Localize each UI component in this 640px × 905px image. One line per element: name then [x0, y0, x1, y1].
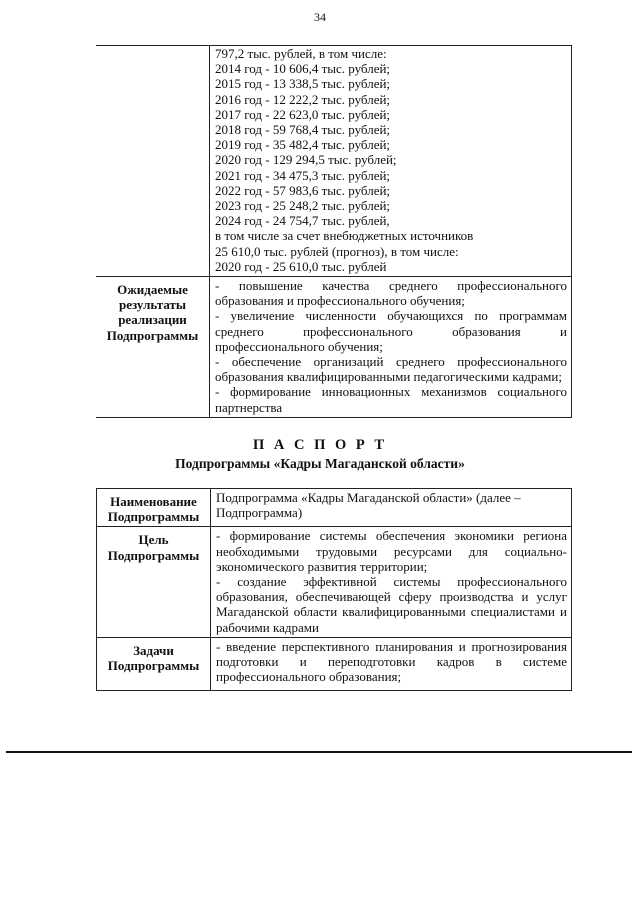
financing-line: 2019 год - 35 482,4 тыс. рублей; [215, 137, 391, 153]
financing-line: 2016 год - 12 222,2 тыс. рублей; [215, 91, 391, 107]
financing-line: 2020 год - 25 610,0 тыс. рублей [215, 258, 387, 274]
subprogram-continuation-table [96, 45, 572, 418]
expected-results-value [210, 277, 572, 418]
financing-line: в том числе за счет внебюджетных источников [215, 228, 474, 244]
financing-label-cell [96, 46, 210, 277]
expected-results-label: Ожидаемые результаты реализации Подпрограммы [96, 277, 210, 418]
passport-value-goal [211, 527, 572, 637]
financing-line: 2021 год - 34 475,3 тыс. рублей; [215, 167, 391, 183]
passport-subtitle: Подпрограммы «Кадры Магаданской области» [175, 456, 465, 471]
passport-label-goal: Цель Подпрограммы [97, 527, 211, 637]
financing-line: 2018 год - 59 768,4 тыс. рублей; [215, 122, 391, 138]
financing-line: 2022 год - 57 983,6 тыс. рублей; [215, 182, 391, 198]
financing-row [96, 46, 572, 277]
financing-line: 797,2 тыс. рублей, в том числе: [215, 46, 387, 61]
passport-row-tasks [97, 637, 572, 691]
financing-line: 2015 год - 13 338,5 тыс. рублей; [215, 76, 391, 92]
passport-item: Подпрограмма «Кадры Магаданской области» (далее – Подпрограмма) [216, 490, 521, 521]
financing-line: 2023 год - 25 248,2 тыс. рублей; [215, 198, 391, 214]
result-item: - обеспечение организаций среднего профессионального образования квалифицированными педагогическими кадрами; [215, 354, 567, 385]
financing-line: 2014 год - 10 606,4 тыс. рублей; [215, 61, 391, 77]
result-item: - формирование инновационных механизмов социального партнерства [215, 384, 567, 415]
passport-title: П А С П О Р Т [252, 437, 388, 453]
passport-label-tasks: Задачи Подпрограммы [97, 637, 211, 691]
passport-row-goal [97, 527, 572, 637]
passport-row-name [97, 489, 572, 527]
passport-item: - введение перспективного планирования и прогнозирования подготовки и переподготовки кадров в системе профессионального образования; [216, 638, 567, 685]
page-number: 34 [314, 10, 326, 24]
passport-item: - создание эффективной системы профессионального образования, обеспечивающей сферу производства и услуг Магаданской области квалифицированными специалистами и рабочими кадрами [216, 574, 567, 635]
page-bottom-rule [6, 751, 632, 753]
financing-line: 2017 год - 22 623,0 тыс. рублей; [215, 106, 391, 122]
passport-item: - формирование системы обеспечения экономики региона необходимыми трудовыми ресурсами для социально-экономического развития территории; [216, 528, 567, 574]
passport-table [96, 488, 572, 691]
financing-line: 25 610,0 тыс. рублей (прогноз), в том числе: [215, 243, 459, 259]
result-item: - увеличение численности обучающихся по программам среднего профессионального образования и профессионального обучения; [215, 308, 567, 354]
passport-value-tasks [211, 637, 572, 691]
passport-value-name [211, 489, 572, 527]
passport-label-name: Наименование Подпрограммы [97, 489, 211, 527]
financing-line: 2024 год - 24 754,7 тыс. рублей, [215, 213, 390, 229]
expected-results-row [96, 277, 572, 418]
result-item: - повышение качества среднего профессионального образования и профессионального обучения; [215, 278, 567, 309]
financing-value-cell [210, 46, 572, 277]
financing-line: 2020 год - 129 294,5 тыс. рублей; [215, 152, 397, 168]
